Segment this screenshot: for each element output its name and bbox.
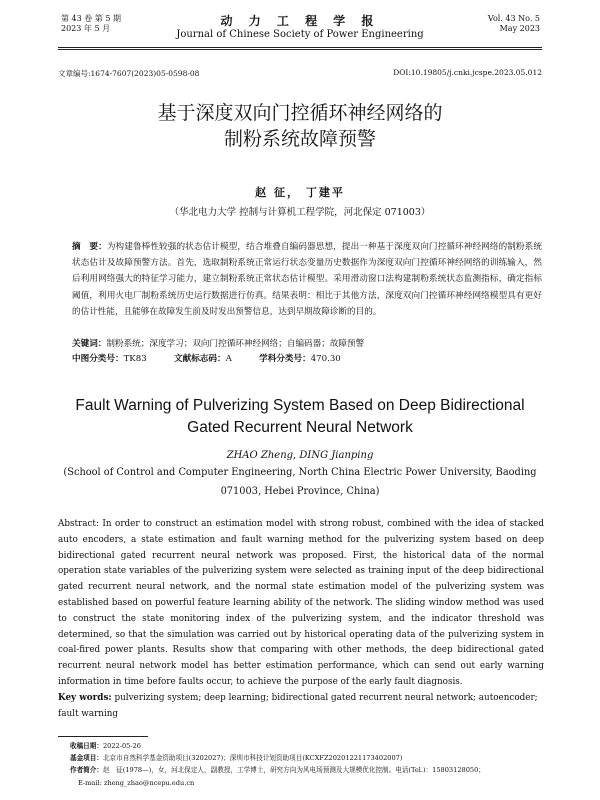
keywords-cn-text: 制粉系统；深度学习；双向门控循环神经网络；自编码器；故障预警: [106, 339, 365, 349]
article-number: 文章编号:1674-7607(2023)05-0598-08: [58, 69, 200, 78]
keywords-cn-label: 关键词：: [72, 339, 107, 349]
keywords-en-text: pulverizing system; deep learning; bidirectional gated recurrent neural network; autoencoder; fault warning: [58, 693, 538, 719]
title-cn: [0, 100, 600, 152]
abstract-cn: [72, 239, 542, 320]
authors-en: ZHAO Zheng, DING Jianping: [226, 450, 374, 461]
received-date: 2022-05-26: [102, 742, 141, 750]
volume-en: Vol. 43 No. 5: [487, 14, 540, 23]
date-cn: 2023 年 5 月: [61, 24, 111, 33]
footnote-rule: [58, 736, 148, 737]
footnote-author: [70, 764, 545, 777]
title-cn-line-1: 基于深度双向门控循环神经网络的: [157, 102, 443, 124]
header-rule-bottom: [58, 49, 542, 50]
clc-label: 中图分类号：: [72, 354, 124, 364]
journal-name-cn: 动 力 工 程 学 报: [220, 14, 380, 28]
footnote-email: E-mail: zheng_zhao@ncepu.edu.cn: [78, 779, 195, 787]
keywords-en: [58, 690, 544, 722]
classification-line: [72, 353, 341, 366]
keywords-en-label: Key words:: [58, 693, 112, 703]
affiliation-cn: （华北电力大学 控制与计算机工程学院，河北保定 071003）: [169, 207, 431, 218]
affiliation-en: (School of Control and Computer Engineering, North China Electric Power University, Baoding 071003, Hebei Province, China): [63, 467, 537, 497]
subject-label: 学科分类号：: [259, 354, 311, 364]
abstract-cn-text: 为构建鲁棒性较强的状态估计模型，结合堆叠自编码器思想，提出一种基于深度双向门控循环神经网络的制粉系统状态估计及故障预警方法。首先，选取制粉系统正常运行状态变量历史数据作为深度双向门控循环神经网络的训练输入，然后利用网络强大的特征学习能力，建立制粉系统正常状态估计模型。采用滑动窗口法构建制粉系统状态监测指标，确定指标阈值，利用火电厂制粉系统历史运行数据进行仿真。结果表明：相比于其他方法，深度双向门控循环神经网络模型具有更好的估计性能，且能够在故障发生前及时发出预警信息，达到早期故障诊断的目的。: [72, 242, 542, 317]
volume-cn: 第 43 卷 第 5 期: [61, 14, 121, 23]
author-bio-text: 赵 征(1978—)，女，河北保定人，副教授，工学博士，研究方向为风电场预测及大规模优化控制。电话(Tel.)：15803128050；: [102, 766, 485, 774]
footnote-fund: [70, 752, 545, 765]
author-bio-label: 作者简介：: [70, 766, 103, 774]
footnote-received: [70, 740, 545, 753]
date-en: May 2023: [499, 24, 540, 33]
abstract-cn-label: 摘 要：: [72, 242, 107, 252]
abstract-en-label: Abstract:: [58, 519, 99, 529]
doc-code-value: A: [225, 354, 232, 364]
keywords-cn: [72, 338, 542, 351]
subject-value: 470.30: [310, 354, 341, 364]
clc-value: TK83: [123, 354, 147, 364]
title-en: [0, 395, 600, 439]
journal-name-en: Journal of Chinese Society of Power Engineering: [176, 29, 424, 40]
doi: DOI:10.19805/j.cnki.jcspe.2023.05.012: [393, 68, 542, 77]
fund-label: 基金项目：: [70, 754, 103, 762]
title-cn-line-2: 制粉系统故障预警: [223, 128, 376, 150]
abstract-en-text: In order to construct an estimation model with strong robust, combined with the idea of stacked auto encoders, a state estimation and fault warning method for the pulverizing system based on deep bidirectional gated recurrent neural network was proposed. First, the historical data of the normal operation state variables of the pulverizing system were selected as training input of the deep bidirectional gated recurrent neural network, and the normal state estimation model of the pulverizing system was established based on powerful feature learning ability of the network. The sliding window method was used to construct the state monitoring index of the pulverizing system, and the indicator threshold was determined, so that the simulation was carried out by historical operating data of the pulverizing system in coal-fired power plants. Results show that comparing with other methods, the deep bidirectional gated recurrent neural network model has better estimation performance, which can send out early warning information in time before faults occur, to achieve the purpose of the early fault diagnosis.: [58, 519, 544, 687]
fund-text: 北京市自然科学基金资助项目(3202027)；深圳市科技计划资助项目(KCXFZ20201221173402007): [102, 754, 403, 762]
doc-code-label: 文献标志码：: [174, 354, 226, 364]
received-label: 收稿日期：: [70, 742, 103, 750]
header-volume-en: [488, 14, 540, 34]
abstract-en: [58, 517, 544, 691]
authors-cn: 赵 征， 丁建平: [255, 186, 345, 199]
title-en-line-2: Gated Recurrent Neural Network: [187, 419, 413, 436]
title-en-line-1: Fault Warning of Pulverizing System Based on Deep Bidirectional: [75, 397, 525, 414]
header-rule-top: [58, 47, 542, 48]
